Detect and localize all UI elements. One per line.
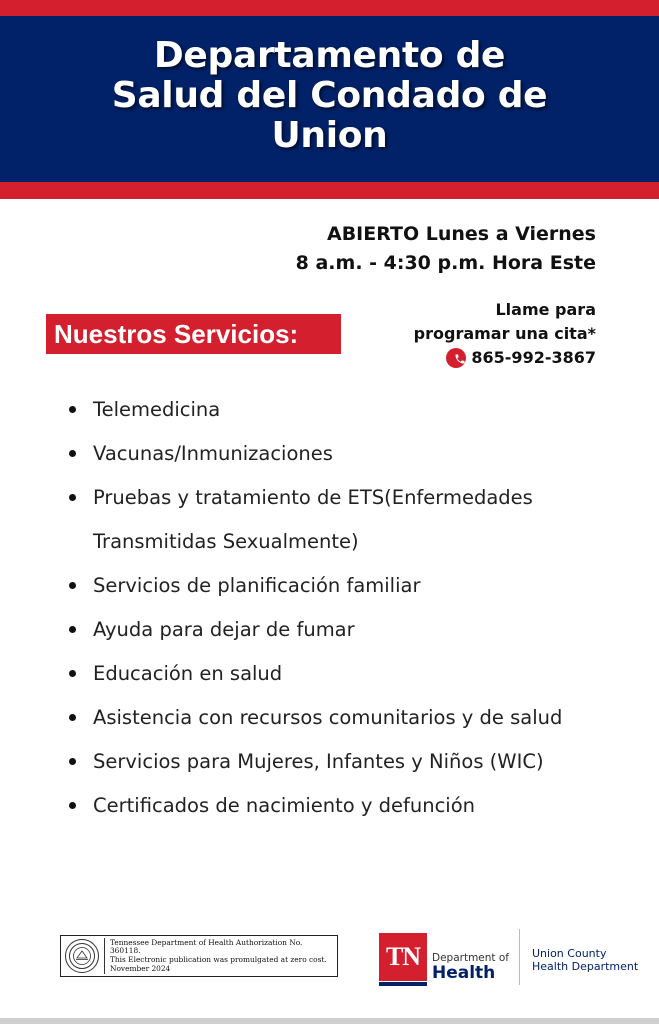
authorization-text xyxy=(110,939,333,973)
phone-number[interactable]: 865-992-3867 xyxy=(471,348,596,367)
tn-logo-mark: TN xyxy=(379,933,427,981)
list-item: Telemedicina xyxy=(66,388,626,432)
opening-hours xyxy=(296,220,596,278)
health-department-logo xyxy=(379,929,638,985)
county-line-2: Health Department xyxy=(532,960,639,973)
call-line-1: Llame para xyxy=(495,300,596,319)
auth-line-2: This Electronic publication was promulgated at zero cost. xyxy=(109,955,327,964)
appointment-call-info xyxy=(414,298,596,370)
title-line-3: Union xyxy=(271,115,388,156)
logo-divider xyxy=(519,929,520,985)
authorization-notice xyxy=(60,935,338,977)
hours-time: 8 a.m. - 4:30 p.m. Hora Este xyxy=(295,252,596,274)
auth-line-3: November 2024 xyxy=(109,963,171,973)
state-seal-icon xyxy=(65,939,99,973)
list-item: Servicios de planificación familiar xyxy=(66,564,626,608)
hours-days: ABIERTO Lunes a Viernes xyxy=(326,223,596,245)
title-line-1: Departamento de xyxy=(153,35,506,76)
list-item: Educación en salud xyxy=(66,652,626,696)
list-item: Servicios para Mujeres, Infantes y Niños (WIC) xyxy=(66,740,626,784)
auth-line-1: Tennessee Department of Health Authorization No. 360118. xyxy=(109,937,303,956)
services-heading: Nuestros Servicios: xyxy=(46,314,341,354)
header-red-stripe xyxy=(0,182,659,199)
department-of-health-wordmark xyxy=(432,952,509,982)
county-department-name xyxy=(532,947,638,973)
phone-line[interactable] xyxy=(414,346,596,370)
list-item: Asistencia con recursos comunitarios y de salud xyxy=(66,696,626,740)
page-title xyxy=(0,36,659,156)
list-item: Certificados de nacimiento y defunción xyxy=(66,784,626,828)
list-item: Ayuda para dejar de fumar xyxy=(66,608,626,652)
county-line-1: Union County xyxy=(532,947,607,960)
phone-icon xyxy=(446,348,466,368)
list-item: Pruebas y tratamiento de ETS(Enfermedades Transmitidas Sexualmente) xyxy=(66,476,626,564)
auth-divider xyxy=(104,938,105,974)
services-list xyxy=(66,388,626,828)
dept-small-text: Department of xyxy=(432,952,509,964)
dept-big-text: Health xyxy=(432,963,496,983)
call-line-2: programar una cita* xyxy=(413,324,596,343)
bottom-rule xyxy=(0,1018,659,1024)
title-line-2: Salud del Condado de xyxy=(111,75,548,116)
top-red-stripe xyxy=(0,0,659,16)
list-item: Vacunas/Inmunizaciones xyxy=(66,432,626,476)
